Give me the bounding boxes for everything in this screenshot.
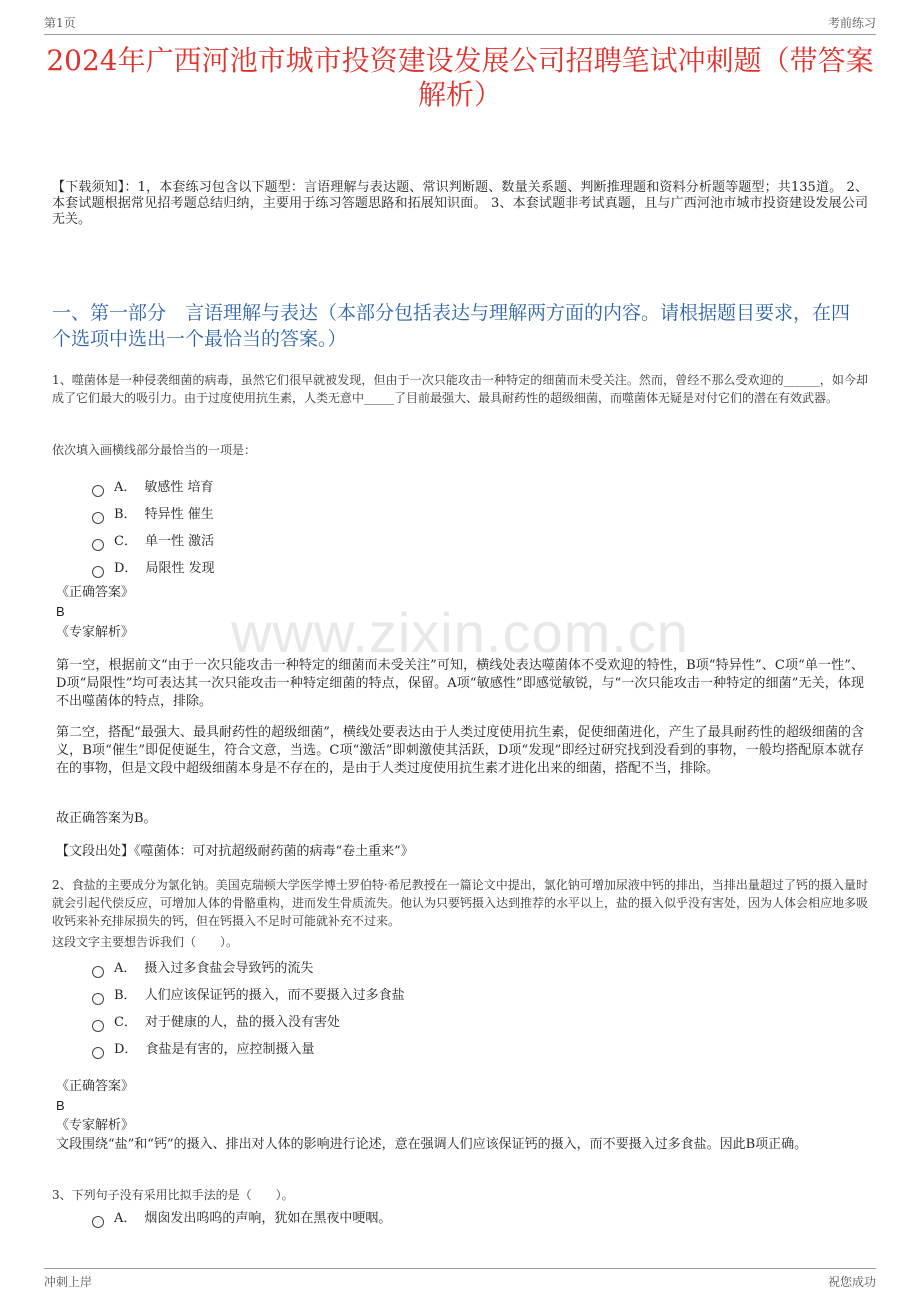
option-text: 人们应该保证钙的摄入，而不要摄入过多食盐 bbox=[144, 987, 405, 1003]
option-d[interactable] bbox=[92, 555, 215, 582]
radio-icon[interactable] bbox=[92, 539, 104, 551]
option-text: 敏感性 培育 bbox=[144, 479, 214, 495]
watermark: www.zixin.com.cn bbox=[231, 601, 689, 664]
option-letter: D． bbox=[114, 560, 138, 576]
question-3-options bbox=[92, 1205, 391, 1232]
answer-label: 《正确答案》 bbox=[56, 585, 135, 600]
option-c[interactable] bbox=[92, 1009, 405, 1036]
document-title: 2024年广西河池市城市投资建设发展公司招聘笔试冲刺题（带答案解析） bbox=[46, 44, 874, 111]
option-letter: C． bbox=[114, 533, 137, 549]
question-2-options bbox=[92, 955, 405, 1063]
page-number: 第1页 bbox=[44, 16, 76, 30]
option-text: 单一性 激活 bbox=[144, 533, 215, 549]
radio-icon[interactable] bbox=[92, 1216, 104, 1228]
question-1-options bbox=[92, 474, 215, 582]
answer-value: B bbox=[56, 604, 65, 619]
radio-icon[interactable] bbox=[92, 966, 104, 978]
option-b[interactable] bbox=[92, 501, 215, 528]
option-letter: B． bbox=[114, 987, 137, 1003]
option-c[interactable] bbox=[92, 528, 215, 555]
download-notice: 【下载须知】：1，本套练习包含以下题型：言语理解与表达题、常识判断题、数量关系题、判断推理题和资料分析题等题型；共135道。 2、本套试题根据常见招考题总结归纳，主要用于练习答题思路和拓展知识面。 3、本套试题非考试真题，且与广西河池市城市投资建设发展公司无关。 bbox=[52, 180, 868, 227]
option-text: 对于健康的人，盐的摄入没有害处 bbox=[144, 1014, 340, 1030]
option-letter: A． bbox=[114, 960, 137, 976]
question-1-text: 1、噬菌体是一种侵袭细菌的病毒，虽然它们很早就被发现，但由于一次只能攻击一种特定的细菌而未受关注。然而，曾经不那么受欢迎的______，如今却成了它们最大的吸引力。由于过度使用抗生素，人类无意中_____了目前最强大、最具耐药性的超级细菌，而噬菌体无疑是对付它们的潜在有效武器。 bbox=[52, 373, 868, 405]
answer-label: 《正确答案》 bbox=[56, 1079, 135, 1094]
option-a[interactable] bbox=[92, 474, 215, 501]
option-b[interactable] bbox=[92, 982, 405, 1009]
page-footer bbox=[44, 1268, 876, 1293]
source-citation: 【文段出处】《噬菌体：可对抗超级耐药菌的病毒“卷土重来”》 bbox=[56, 844, 414, 859]
radio-icon[interactable] bbox=[92, 993, 104, 1005]
option-text: 特异性 催生 bbox=[144, 506, 214, 522]
option-letter: A． bbox=[114, 1210, 137, 1226]
radio-icon[interactable] bbox=[92, 512, 104, 524]
option-letter: A． bbox=[114, 479, 137, 495]
option-text: 摄入过多食盐会导致钙的流失 bbox=[144, 960, 314, 976]
option-text: 局限性 发现 bbox=[145, 560, 215, 576]
page-header bbox=[44, 12, 876, 35]
footer-right-text: 祝您成功 bbox=[827, 1275, 876, 1289]
analysis-paragraph: 文段围绕“盐”和“钙”的摄入、排出对人体的影响进行论述，意在强调人们应该保证钙的摄入，而不要摄入过多食盐。因此B项正确。 bbox=[56, 1137, 808, 1152]
question-2-text: 2、食盐的主要成分为氯化钠。美国克瑞顿大学医学博士罗伯特·希尼教授在一篇论文中提出，氯化钠可增加尿液中钙的排出，当排出量超过了钙的摄入量时就会引起代偿反应，可增加人体的骨骼重构，进而发生骨质流失。他认为只要钙摄入达到推荐的水平以上，盐的摄入似乎没有害处，因为人体会相应地多吸收钙来补充排尿损失的钙，但在钙摄入不足时可能就补充不过来。 bbox=[52, 878, 869, 928]
radio-icon[interactable] bbox=[92, 566, 104, 578]
analysis-label: 《专家解析》 bbox=[56, 625, 135, 640]
analysis-paragraph-1: 第一空，根据前文“由于一次只能攻击一种特定的细菌而未受关注”可知，横线处表达噬菌体不受欢迎的特性，B项“特异性”、C项“单一性”、D项“局限性”均可表达其一次只能攻击一种特定细菌的特点，保留。A项“敏感性”即感觉敏锐，与“一次只能攻击一种特定的细菌”无关，体现不出噬菌体的特点，排除。 bbox=[56, 658, 864, 709]
question-3-text: 3、下列句子没有采用比拟手法的是（ ）。 bbox=[52, 1188, 294, 1202]
option-a[interactable] bbox=[92, 955, 405, 982]
footer-left-text: 冲刺上岸 bbox=[44, 1275, 93, 1289]
radio-icon[interactable] bbox=[92, 1047, 104, 1059]
radio-icon[interactable] bbox=[92, 1020, 104, 1032]
option-letter: B． bbox=[114, 506, 137, 522]
analysis-label: 《专家解析》 bbox=[56, 1118, 135, 1133]
question-2-prompt: 这段文字主要想告诉我们（ ）。 bbox=[52, 935, 239, 949]
question-1-prompt: 依次填入画横线部分最恰当的一项是： bbox=[52, 443, 257, 457]
option-letter: C． bbox=[114, 1014, 137, 1030]
option-text: 食盐是有害的，应控制摄入量 bbox=[145, 1041, 315, 1057]
radio-icon[interactable] bbox=[92, 485, 104, 497]
conclusion: 故正确答案为B。 bbox=[56, 811, 157, 826]
analysis-paragraph-2: 第二空，搭配“最强大、最具耐药性的超级细菌”，横线处要表达由于人类过度使用抗生素，促使细菌进化，产生了最具耐药性的超级细菌的含义，B项“催生”即促使诞生，符合文意，当选。C项“激活”即刺激使其活跃，D项“发现”即经过研究找到没看到的事物，一般均搭配原本就存在的事物，但是文段中超级细菌本身是不存在的，是由于人类过度使用抗生素才进化出来的细菌，搭配不当，排除。 bbox=[56, 725, 864, 776]
option-d[interactable] bbox=[92, 1036, 405, 1063]
option-a[interactable] bbox=[92, 1205, 391, 1232]
section-heading: 一、第一部分 言语理解与表达（本部分包括表达与理解两方面的内容。请根据题目要求，在四个选项中选出一个最恰当的答案。） bbox=[52, 302, 851, 350]
option-text: 烟囱发出呜呜的声响，犹如在黑夜中哽咽。 bbox=[144, 1210, 392, 1226]
answer-value: B bbox=[56, 1098, 65, 1113]
option-letter: D． bbox=[114, 1041, 138, 1057]
header-category: 考前练习 bbox=[827, 16, 876, 30]
